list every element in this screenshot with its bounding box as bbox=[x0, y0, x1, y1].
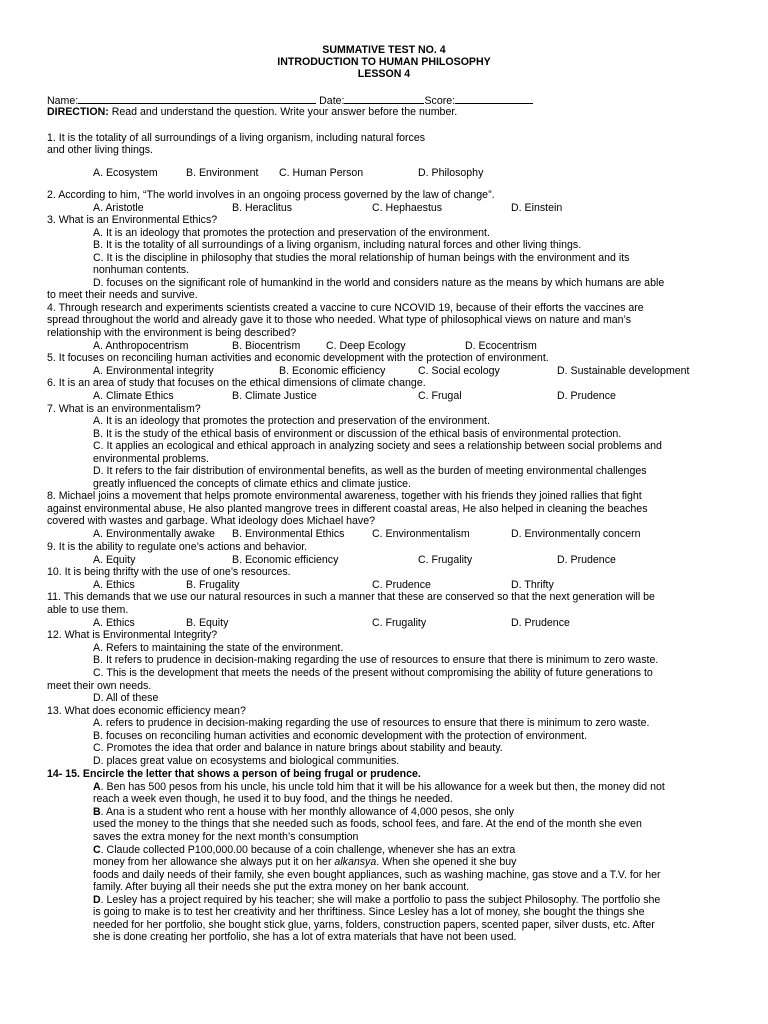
q9-option-a: A. Equity bbox=[93, 554, 136, 566]
q4-text-line1: 4. Through research and experiments scientists created a vaccine to cure NCOVID 19, because of their efforts the vaccines are bbox=[47, 302, 644, 314]
q14-letter-c[interactable]: C bbox=[93, 844, 101, 856]
q14-option-b-line2: used the money to the things that she needed such as foods, school fees, and fare. At the end of the month she even bbox=[93, 818, 642, 830]
q7-option-c-line2: environmental problems. bbox=[93, 453, 209, 465]
q14-option-c-line4: family. After buying all their needs she put the extra money on her bank account. bbox=[93, 881, 470, 893]
q10-option-c: C. Prudence bbox=[372, 579, 431, 591]
q5-option-d: D. Sustainable development bbox=[557, 365, 690, 377]
name-field[interactable] bbox=[78, 93, 316, 104]
q2-option-b: B. Heraclitus bbox=[232, 202, 293, 214]
q14-option-b-line1: B. Ana is a student who rent a house with her monthly allowance of 4,000 pesos, she only bbox=[93, 806, 515, 818]
q14-option-d-line2: is going to make is to test her creativity and her thriftiness. Since Lesley has a lot of money, she bought the things she bbox=[93, 906, 645, 918]
score-field[interactable] bbox=[455, 93, 533, 104]
q4-option-a: A. Anthropocentrism bbox=[93, 340, 189, 352]
q8-option-c: C. Environmentalism bbox=[372, 528, 470, 540]
q8-text-line3: covered with wastes and garbage. What ideology does Michael have? bbox=[47, 515, 376, 527]
q3-option-b: B. It is the totality of all surroundings of a living organism, including natural forces and other living things. bbox=[93, 239, 582, 251]
q2-option-a: A. Aristotle bbox=[93, 202, 144, 214]
q14-option-d-line1: D. Lesley has a project required by his teacher; she will make a portfolio to pass the subject Philosophy. The portfolio she bbox=[93, 894, 661, 906]
q1-option-c: C. Human Person bbox=[279, 167, 364, 179]
q2-option-d: D. Einstein bbox=[511, 202, 563, 214]
q1-text-line2: and other living things. bbox=[47, 144, 154, 156]
q6-option-c: C. Frugal bbox=[418, 390, 462, 402]
q2-text: 2. According to him, “The world involves in an ongoing process governed by the law of change”. bbox=[47, 189, 495, 201]
q3-option-c-line2: nonhuman contents. bbox=[93, 264, 190, 276]
q14-option-c-line3: foods and daily needs of their family, she even bought appliances, such as washing machine, gas stove and a T.V. for her bbox=[93, 869, 661, 881]
q6-option-b: B. Climate Justice bbox=[232, 390, 317, 402]
q6-option-d: D. Prudence bbox=[557, 390, 616, 402]
q9-text: 9. It is the ability to regulate one’s actions and behavior. bbox=[47, 541, 308, 553]
q2-option-c: C. Hephaestus bbox=[372, 202, 443, 214]
q14-option-b-line3: saves the extra money for the next month’s consumption bbox=[93, 831, 359, 843]
q10-option-b: B. Frugality bbox=[186, 579, 240, 591]
date-label: Date: bbox=[319, 95, 345, 107]
direction-label: DIRECTION: bbox=[47, 106, 109, 118]
q12-option-c-line1: C. This is the development that meets the needs of the present without compromising the ability of future generations to bbox=[93, 667, 653, 679]
q14-letter-d[interactable]: D bbox=[93, 894, 101, 906]
q12-text: 12. What is Environmental Integrity? bbox=[47, 629, 218, 641]
q8-option-a: A. Environmentally awake bbox=[93, 528, 215, 540]
q7-text: 7. What is an environmentalism? bbox=[47, 403, 201, 415]
q3-option-d-line2: to meet their needs and survive. bbox=[47, 289, 198, 301]
q14-letter-b[interactable]: B bbox=[93, 806, 101, 818]
q4-text-line2: spread throughout the world and already gave it to those who needed. What type of philosophical views on nature and man’s bbox=[47, 314, 632, 326]
q13-option-d: D. places great value on ecosystems and biological communities. bbox=[93, 755, 400, 767]
q14-option-c-line2: money from her allowance she always put it on her alkansya. When she opened it she buy bbox=[93, 856, 517, 868]
q7-option-b: B. It is the study of the ethical basis of environment or discussion of the ethical basis of environmental protection. bbox=[93, 428, 622, 440]
q11-option-d: D. Prudence bbox=[511, 617, 570, 629]
q13-option-a: A. refers to prudence in decision-making regarding the use of resources to ensure that there is minimum to zero waste. bbox=[93, 717, 650, 729]
q5-text: 5. It focuses on reconciling human activities and economic development with the protection of environment. bbox=[47, 352, 549, 364]
q10-text: 10. It is being thrifty with the use of one’s resources. bbox=[47, 566, 291, 578]
q3-option-c-line1: C. It is the discipline in philosophy that studies the moral relationship of human beings with the environment and its bbox=[93, 252, 630, 264]
q4-text-line3: relationship with the environment is being described? bbox=[47, 327, 297, 339]
q3-option-d-line1: D. focuses on the significant role of humankind in the world and considers nature as the means by which humans are able bbox=[93, 277, 665, 289]
q4-option-d: D. Ecocentrism bbox=[465, 340, 537, 352]
q8-option-b: B. Environmental Ethics bbox=[232, 528, 345, 540]
q12-option-b: B. It refers to prudence in decision-making regarding the use of resources to ensure that there is minimum to zero waste. bbox=[93, 654, 659, 666]
q6-option-a: A. Climate Ethics bbox=[93, 390, 174, 402]
q9-option-b: B. Economic efficiency bbox=[232, 554, 339, 566]
q13-option-b: B. focuses on reconciling human activities and economic development with the protection of environment. bbox=[93, 730, 588, 742]
direction-text: Read and understand the question. Write your answer before the number. bbox=[108, 106, 458, 118]
lesson-title: LESSON 4 bbox=[357, 68, 411, 80]
q4-option-c: C. Deep Ecology bbox=[326, 340, 406, 352]
q11-text-line1: 11. This demands that we use our natural resources in such a manner that these are conserved so that the next generation will be bbox=[47, 591, 655, 603]
test-title: SUMMATIVE TEST NO. 4 bbox=[322, 44, 446, 56]
q8-text-line2: against environmental abuse, He also planted mangrove trees in different coastal areas, He also helped in cleaning the beaches bbox=[47, 503, 648, 515]
q1-option-d: D. Philosophy bbox=[418, 167, 484, 179]
direction-line bbox=[47, 106, 457, 119]
q13-option-c: C. Promotes the idea that order and balance in nature brings about stability and beauty. bbox=[93, 742, 503, 754]
q12-option-c-line2: meet their own needs. bbox=[47, 680, 152, 692]
q5-option-b: B. Economic efficiency bbox=[279, 365, 386, 377]
name-label: Name: bbox=[47, 95, 79, 107]
score-label: Score: bbox=[424, 95, 456, 107]
q7-option-a: A. It is an ideology that promotes the protection and preservation of the environment. bbox=[93, 415, 490, 427]
q11-option-a: A. Ethics bbox=[93, 617, 135, 629]
q6-text: 6. It is an area of study that focuses on the ethical dimensions of climate change. bbox=[47, 377, 426, 389]
q7-option-d-line2: greatly influenced the concepts of climate ethics and climate justice. bbox=[93, 478, 411, 490]
q11-option-c: C. Frugality bbox=[372, 617, 427, 629]
q14-option-c-line1: C. Claude collected P100,000.00 because of a coin challenge, whenever she has an extra bbox=[93, 844, 516, 856]
q9-option-d: D. Prudence bbox=[557, 554, 616, 566]
q1-option-b: B. Environment bbox=[186, 167, 259, 179]
q10-option-a: A. Ethics bbox=[93, 579, 135, 591]
q14-option-d-line4: she is done creating her portfolio, she has a lot of extra materials that have not been used. bbox=[93, 931, 517, 943]
q7-option-d-line1: D. It refers to the fair distribution of environmental benefits, as well as the burden of meeting environmental challenges bbox=[93, 465, 647, 477]
q1-option-a: A. Ecosystem bbox=[93, 167, 158, 179]
q14-option-a-line2: reach a week even though, he used it to buy food, and the things he needed. bbox=[93, 793, 453, 805]
q11-text-line2: able to use them. bbox=[47, 604, 129, 616]
q12-option-d: D. All of these bbox=[93, 692, 159, 704]
q10-option-d: D. Thrifty bbox=[511, 579, 554, 591]
subject-title: INTRODUCTION TO HUMAN PHILOSOPHY bbox=[277, 56, 491, 68]
q5-option-a: A. Environmental integrity bbox=[93, 365, 214, 377]
date-field[interactable] bbox=[344, 93, 424, 104]
q4-option-b: B. Biocentrism bbox=[232, 340, 301, 352]
q8-text-line1: 8. Michael joins a movement that helps promote environmental awareness, together with his friends they joined rallies that fight bbox=[47, 490, 642, 502]
q9-option-c: C. Frugality bbox=[418, 554, 473, 566]
q14-instruction: 14- 15. Encircle the letter that shows a person of being frugal or prudence. bbox=[47, 768, 421, 780]
q1-text-line1: 1. It is the totality of all surroundings of a living organism, including natural forces bbox=[47, 132, 426, 144]
q7-option-c-line1: C. It applies an ecological and ethical approach in analyzing society and sees a relationship between social problems and bbox=[93, 440, 662, 452]
q14-option-a-line1: A. Ben has 500 pesos from his uncle, his uncle told him that it will be his allowance for a week but then, the money did not bbox=[93, 781, 665, 793]
q8-option-d: D. Environmentally concern bbox=[511, 528, 641, 540]
q5-option-c: C. Social ecology bbox=[418, 365, 500, 377]
q14-option-d-line3: needed for her portfolio, she bought stick glue, yarns, folders, construction papers, scented paper, silver dusts, etc. After bbox=[93, 919, 655, 931]
q3-option-a: A. It is an ideology that promotes the protection and preservation of the environment. bbox=[93, 227, 490, 239]
q13-text: 13. What does economic efficiency mean? bbox=[47, 705, 246, 717]
q12-option-a: A. Refers to maintaining the state of the environment. bbox=[93, 642, 344, 654]
q11-option-b: B. Equity bbox=[186, 617, 229, 629]
q3-text: 3. What is an Environmental Ethics? bbox=[47, 214, 218, 226]
q14-letter-a[interactable]: A bbox=[93, 781, 101, 793]
